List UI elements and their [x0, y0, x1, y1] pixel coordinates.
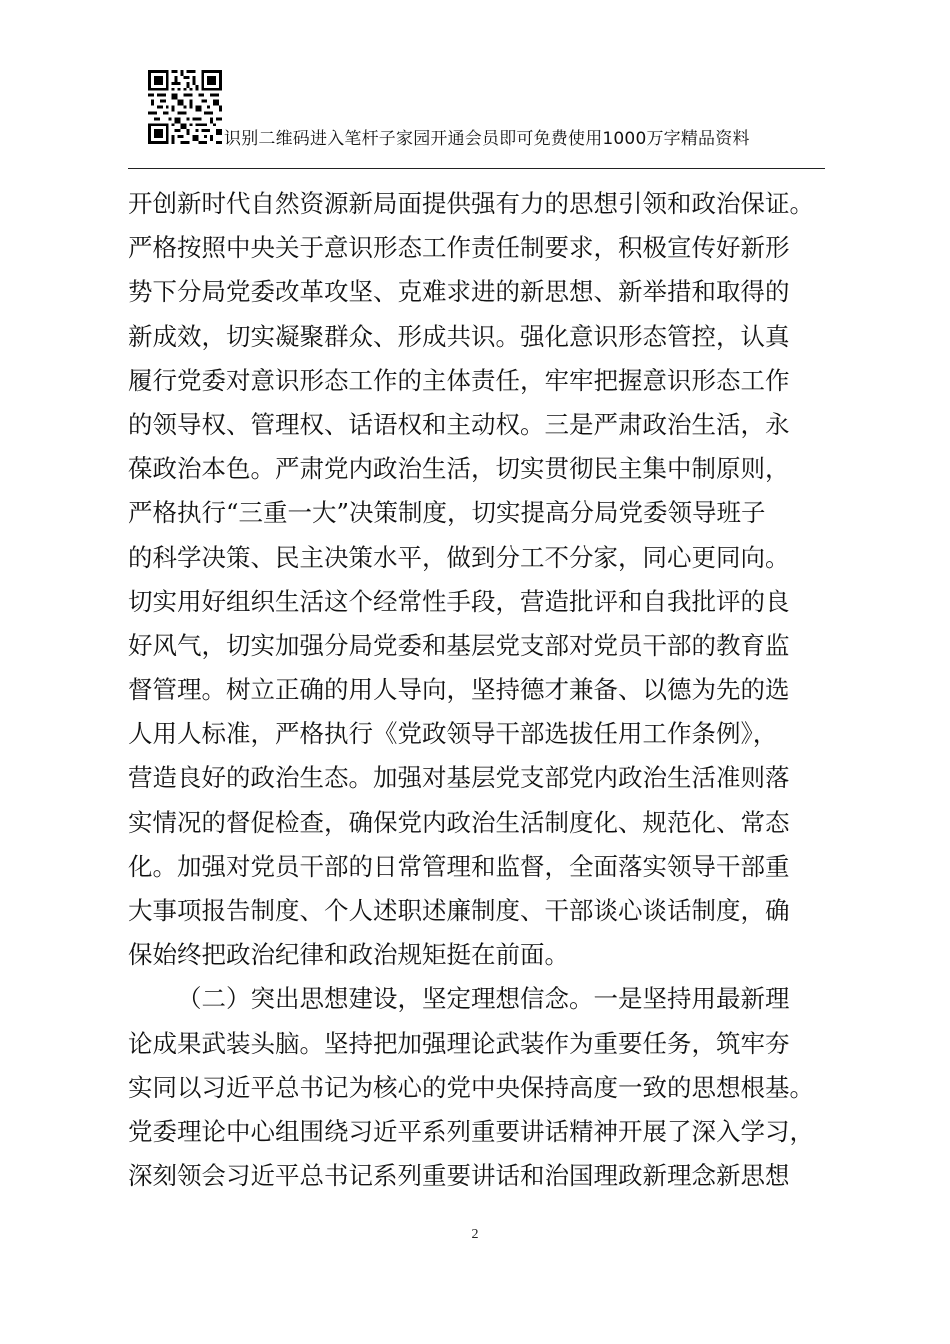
text-line: 履行党委对意识形态工作的主体责任，牢牢把握意识形态工作: [128, 365, 790, 395]
text-line: 深刻领会习近平总书记系列重要讲话和治国理政新理念新思想: [128, 1161, 790, 1191]
text-line: 论成果武装头脑。坚持把加强理论武装作为重要任务，筑牢夯: [128, 1028, 790, 1058]
text-line: 化。加强对党员干部的日常管理和监督，全面落实领导干部重: [128, 851, 790, 881]
text-line: 人用人标准，严格执行《党政领导干部选拔任用工作条例》，: [128, 719, 778, 749]
text-line: 党委理论中心组围绕习近平系列重要讲话精神开展了深入学习，: [128, 1116, 814, 1146]
header-promo-text: 识别二维码进入笔杆子家园开通会员即可免费使用1000万字精品资料: [224, 129, 750, 149]
text-line: 大事项报告制度、个人述职述廉制度、干部谈心谈话制度，确: [128, 896, 790, 925]
page-header: [128, 68, 825, 171]
text-line: 葆政治本色。严肃党内政治生活，切实贯彻民主集中制原则，: [128, 454, 790, 484]
document-body: [128, 182, 828, 1198]
text-line: 严格执行“三重一大”决策制度，切实提高分局党委领导班子: [128, 498, 766, 528]
section-heading-line: （二）突出思想建设，坚定理想信念。一是坚持用最新理: [177, 984, 790, 1014]
text-line: 新成效，切实凝聚群众、形成共识。强化意识形态管控，认真: [128, 321, 790, 351]
qr-code-icon[interactable]: [148, 70, 222, 144]
text-line: 实同以习近平总书记为核心的党中央保持高度一致的思想根基。: [128, 1072, 814, 1102]
text-line: 督管理。树立正确的用人导向，坚持德才兼备、以德为先的选: [128, 675, 790, 705]
text-line: 的领导权、管理权、话语权和主动权。三是严肃政治生活，永: [128, 409, 790, 439]
header-divider: [128, 168, 825, 169]
text-line: 开创新时代自然资源新局面提供强有力的思想引领和政治保证。: [128, 189, 814, 218]
text-line: 好风气，切实加强分局党委和基层党支部对党员干部的教育监: [128, 630, 790, 660]
text-line: 保始终把政治纪律和政治规矩挺在前面。: [128, 940, 569, 970]
text-line: 严格按照中央关于意识形态工作责任制要求，积极宣传好新形: [128, 233, 790, 263]
text-line: 营造良好的政治生态。加强对基层党支部党内政治生活准则落: [128, 763, 790, 793]
text-line: 切实用好组织生活这个经常性手段，营造批评和自我批评的良: [128, 586, 790, 616]
page-number: 2: [471, 1227, 479, 1242]
text-line: 势下分局党委改革攻坚、克难求进的新思想、新举措和取得的: [128, 277, 790, 307]
text-line: 的科学决策、民主决策水平，做到分工不分家，同心更同向。: [128, 542, 790, 572]
text-line: 实情况的督促检查，确保党内政治生活制度化、规范化、常态: [128, 807, 790, 837]
